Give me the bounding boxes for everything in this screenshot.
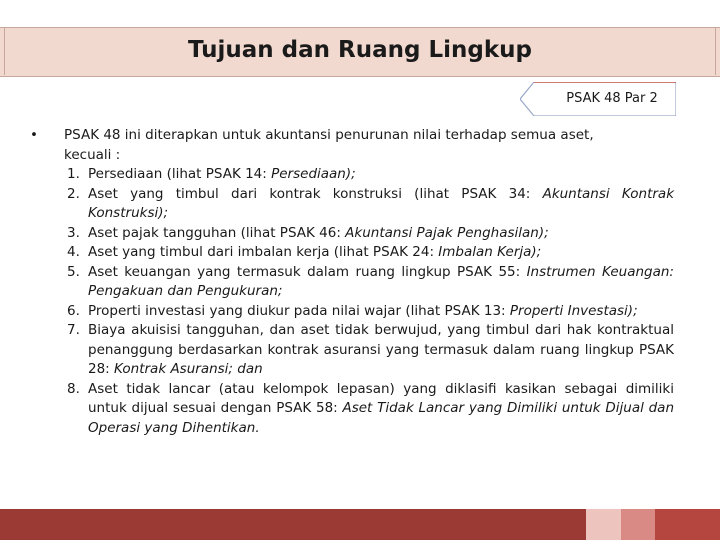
item-reference: Kontrak Asuransi; dan [114,361,263,377]
slide-title: Tujuan dan Ruang Lingkup [187,37,533,63]
exclusion-list [67,165,674,438]
item-reference: Akuntansi Pajak Penghasilan); [345,224,549,241]
item-text: Aset tidak lancar (atau kelompok lepasan) yang diklasifi kasikan sebagai dimiliki untuk dijual sesuai dengan PSAK 58: [88,380,674,416]
list-item [67,302,674,322]
item-number: 4. [67,244,80,260]
footer-block-accent [655,509,720,540]
item-reference: Persediaan); [271,166,356,182]
item-number: 1. [67,166,80,182]
item-number: 5. [67,263,80,280]
intro-line-1: PSAK 48 ini diterapkan untuk akuntansi penurunan nilai terhadap semua aset, [64,127,594,143]
list-item [67,263,674,302]
footer-block-mid [621,509,655,540]
list-item [67,224,674,244]
list-item [67,185,674,224]
item-number: 6. [67,302,80,319]
footer-block-light [586,509,621,540]
item-text: Aset keuangan yang termasuk dalam ruang lingkup PSAK 55: [88,263,527,280]
item-number: 8. [67,380,80,397]
reference-tag [520,82,676,116]
item-number: 3. [67,224,80,241]
bullet-icon: • [30,127,38,143]
footer-block-dark [0,509,586,540]
item-text: Aset yang timbul dari kontrak konstruksi (lihat PSAK 34: [88,185,543,202]
list-item [67,321,674,380]
intro-line-2: kecuali : [64,146,121,163]
item-text: Aset pajak tangguhan (lihat PSAK 46: [88,224,346,241]
item-text: Properti investasi yang diukur pada nilai wajar (lihat PSAK 13: [88,302,510,319]
footer-bar [0,509,720,540]
tag-label: PSAK 48 Par 2 [566,91,658,106]
intro-paragraph [64,126,674,165]
item-reference: Aset Tidak Lancar yang Dimiliki untuk Dijual dan Operasi yang Dihentikan. [88,400,674,436]
list-item [67,380,674,439]
item-text: Persediaan (lihat PSAK 14: [88,166,272,182]
item-reference: Properti Investasi); [509,302,638,319]
list-item [67,243,674,263]
item-number: 7. [67,322,80,338]
item-text: Biaya akuisisi tangguhan, dan aset tidak berwujud, yang timbul dari hak kontraktual penanggung berdasarkan kontrak asuransi yang termasuk dalam ruang lingkup PSAK 28: [88,322,674,377]
item-reference: Akuntansi Kontrak Konstruksi); [88,185,675,221]
item-reference: Imbalan Kerja); [438,244,542,260]
list-item [67,165,674,185]
item-number: 2. [67,185,80,202]
item-reference: Instrumen Keuangan: Pengakuan dan Pengukuran; [88,263,674,299]
item-text: Aset yang timbul dari imbalan kerja (lihat PSAK 24: [88,244,439,260]
